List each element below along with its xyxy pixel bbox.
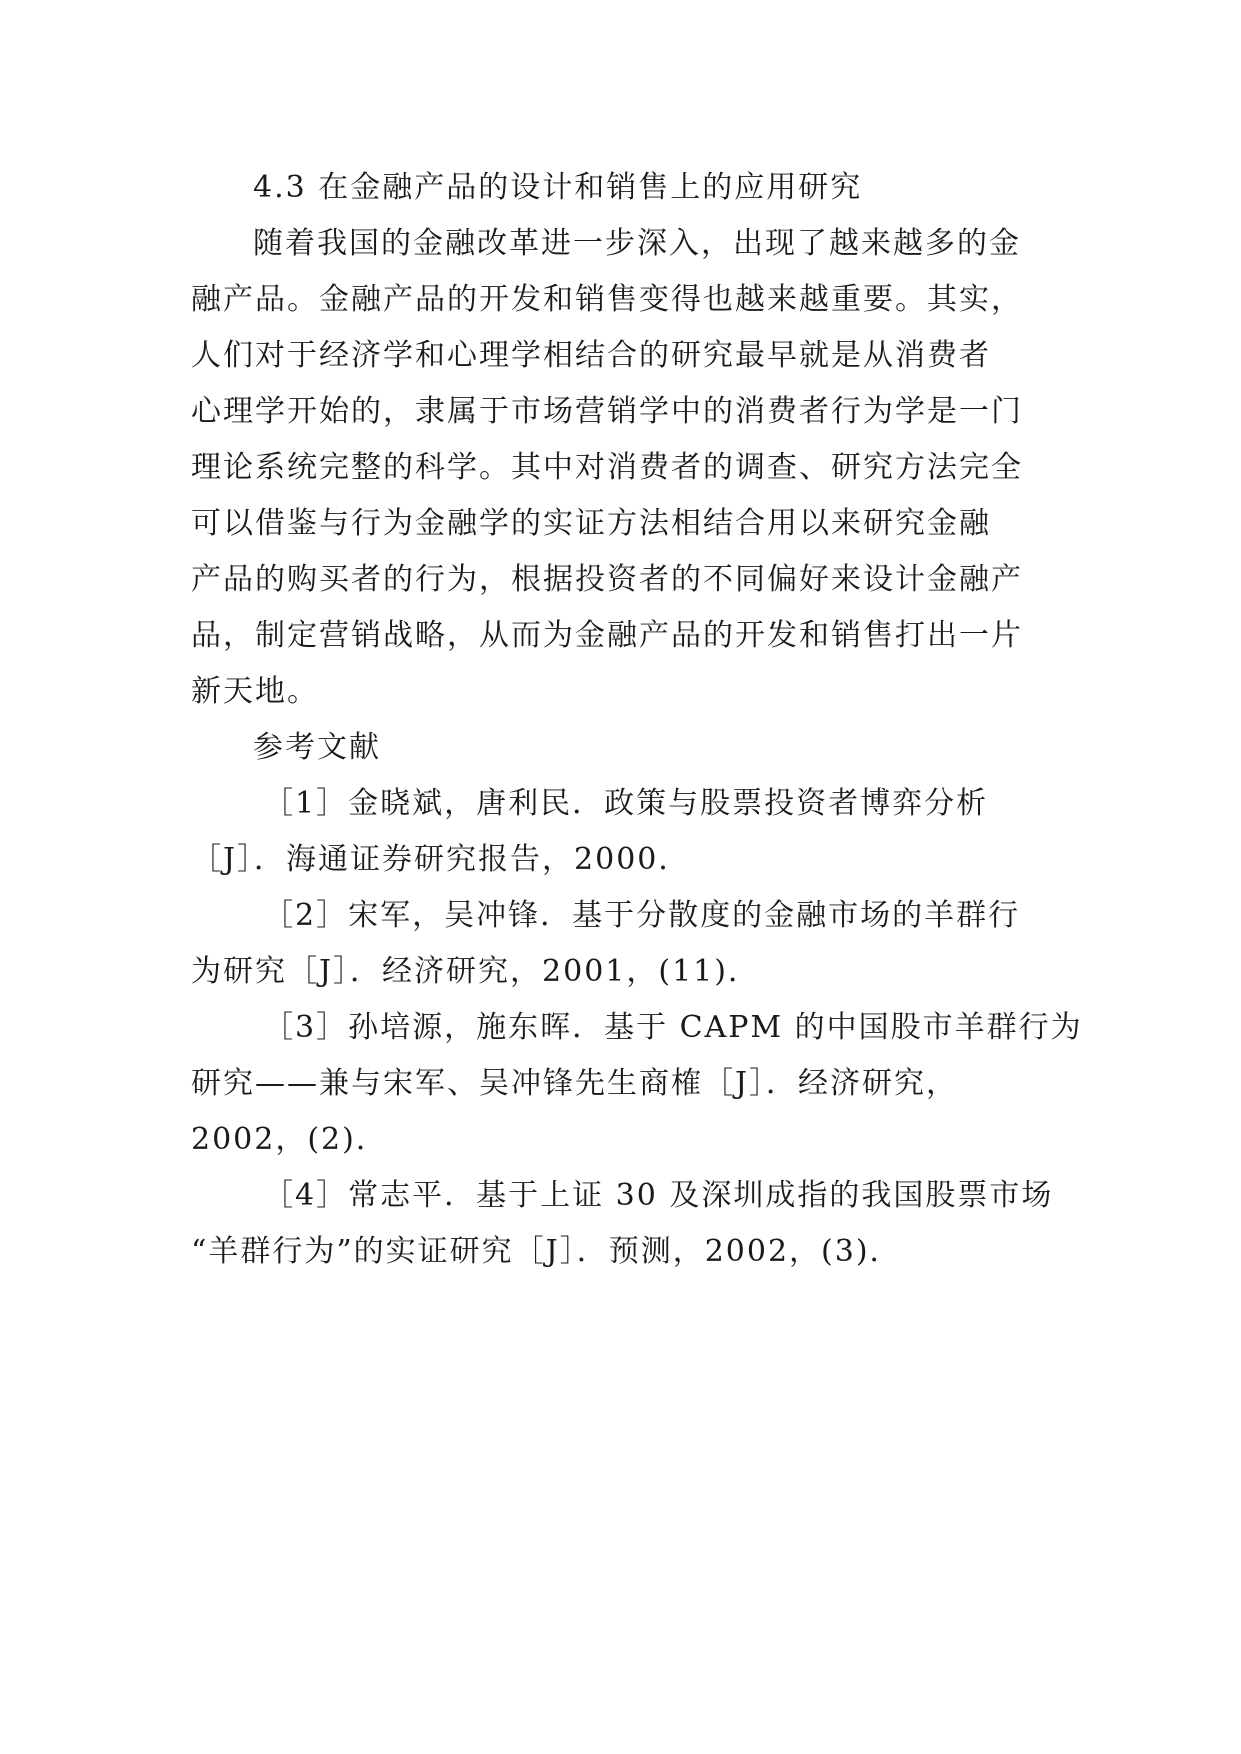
reference-line: ［4］常志平．基于上证 30 及深圳成指的我国股票市场 [263, 1178, 1054, 1213]
reference-line: “羊群行为”的实证研究［J］．预测，2002，(3)． [191, 1234, 902, 1269]
section-heading: 4.3 在金融产品的设计和销售上的应用研究 [253, 170, 863, 205]
paragraph-line: 融产品。金融产品的开发和销售变得也越来越重要。其实， [191, 282, 1023, 317]
reference-line: ［3］孙培源，施东晖．基于 CAPM 的中国股市羊群行为 [263, 1010, 1083, 1045]
reference-item [191, 1168, 1061, 1280]
reference-list [191, 776, 1083, 1280]
reference-item [191, 776, 1061, 888]
references-heading: 参考文献 [253, 730, 381, 765]
body-paragraph [191, 216, 1061, 720]
reference-line: 为研究［J］．经济研究，2001，(11)． [191, 954, 760, 989]
document-body [191, 160, 1083, 1280]
reference-line: ［2］宋军，吴冲锋．基于分散度的金融市场的羊群行 [263, 898, 1021, 933]
reference-line: 2002，(2)． [191, 1122, 388, 1157]
reference-item [191, 1000, 1083, 1168]
paragraph-line: 心理学开始的，隶属于市场营销学中的消费者行为学是一门 [191, 394, 1023, 429]
paragraph-line: 产品的购买者的行为，根据投资者的不同偏好来设计金融产 [191, 562, 1023, 597]
paragraph-line: 新天地。 [191, 674, 319, 709]
reference-item [191, 888, 1061, 1000]
paragraph-line: 人们对于经济学和心理学相结合的研究最早就是从消费者 [191, 338, 991, 373]
paragraph-line: 品，制定营销战略，从而为金融产品的开发和销售打出一片 [191, 618, 1023, 653]
paragraph-line: 随着我国的金融改革进一步深入，出现了越来越多的金 [253, 226, 1021, 261]
reference-line: ［1］金晓斌，唐利民．政策与股票投资者博弈分析 [263, 786, 989, 821]
paragraph-line: 可以借鉴与行为金融学的实证方法相结合用以来研究金融 [191, 506, 991, 541]
reference-line: 研究——兼与宋军、吴冲锋先生商榷［J］．经济研究， [191, 1066, 959, 1101]
paragraph-line: 理论系统完整的科学。其中对消费者的调查、研究方法完全 [191, 450, 1023, 485]
reference-line: ［J］．海通证券研究报告，2000． [191, 842, 691, 877]
